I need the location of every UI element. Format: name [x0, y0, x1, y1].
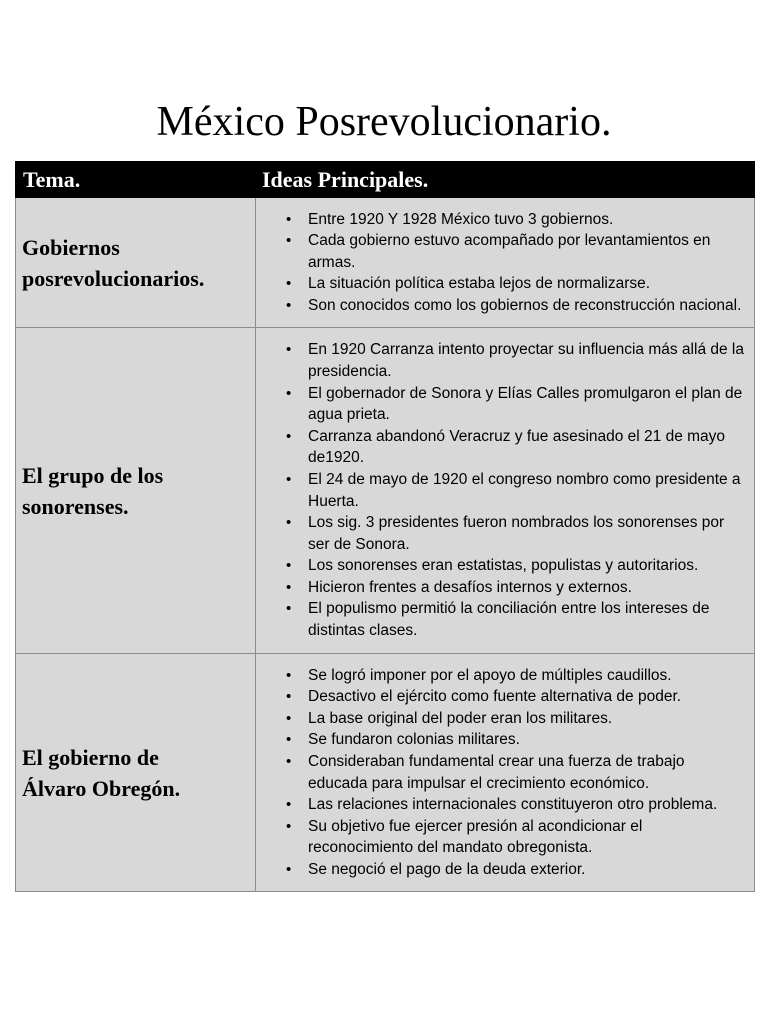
list-item: • Se logró imponer por el apoyo de múltiples caudillos.	[308, 665, 748, 687]
topic-label	[16, 460, 255, 522]
table-header-row	[16, 162, 755, 198]
ideas-list	[256, 337, 754, 643]
list-item: • En 1920 Carranza intento proyectar su influencia más allá de la presidencia.	[308, 339, 748, 382]
list-item: • Se fundaron colonias militares.	[308, 729, 748, 751]
header-ideas: Ideas Principales.	[256, 162, 755, 198]
list-item: • El populismo permitió la conciliación entre los intereses de distintas clases.	[308, 598, 748, 641]
topic-label	[16, 232, 255, 294]
list-item: • Entre 1920 Y 1928 México tuvo 3 gobiernos.	[308, 209, 748, 231]
ideas-list	[256, 207, 754, 319]
topic-cell	[16, 654, 256, 892]
ideas-list	[256, 663, 754, 883]
summary-table	[15, 161, 755, 892]
ideas-cell	[256, 198, 755, 328]
topic-cell	[16, 328, 256, 654]
topic-line: Álvaro Obregón.	[22, 775, 181, 801]
list-item: • Los sonorenses eran estatistas, populistas y autoritarios.	[308, 555, 748, 577]
list-item: • Las relaciones internacionales constituyeron otro problema.	[308, 794, 748, 816]
topic-line: posrevolucionarios.	[22, 265, 205, 291]
topic-line: El gobierno de	[22, 744, 159, 770]
list-item: • La base original del poder eran los militares.	[308, 708, 748, 730]
ideas-cell	[256, 654, 755, 892]
table-row	[16, 198, 755, 328]
topic-line: El grupo de los	[22, 462, 164, 488]
list-item: • Son conocidos como los gobiernos de reconstrucción nacional.	[308, 295, 748, 317]
list-item: • Carranza abandonó Veracruz y fue asesinado el 21 de mayo de1920.	[308, 426, 748, 469]
list-item: • Se negoció el pago de la deuda exterior.	[308, 859, 748, 881]
header-tema: Tema.	[16, 162, 256, 198]
topic-cell	[16, 198, 256, 328]
list-item: • Desactivo el ejército como fuente alternativa de poder.	[308, 686, 748, 708]
list-item: • El 24 de mayo de 1920 el congreso nombro como presidente a Huerta.	[308, 469, 748, 512]
table-row	[16, 654, 755, 892]
list-item: • Su objetivo fue ejercer presión al acondicionar el reconocimiento del mandato obregonista.	[308, 816, 748, 859]
page-title: México Posrevolucionario.	[156, 99, 612, 145]
list-item: • Consideraban fundamental crear una fuerza de trabajo educada para impulsar el crecimiento económico.	[308, 751, 748, 794]
list-item: • Los sig. 3 presidentes fueron nombrados los sonorenses por ser de Sonora.	[308, 512, 748, 555]
topic-line: sonorenses.	[22, 493, 129, 519]
list-item: • Cada gobierno estuvo acompañado por levantamientos en armas.	[308, 230, 748, 273]
topic-label	[16, 742, 255, 804]
ideas-cell	[256, 328, 755, 654]
list-item: • El gobernador de Sonora y Elías Calles promulgaron el plan de agua prieta.	[308, 383, 748, 426]
table-row	[16, 328, 755, 654]
topic-line: Gobiernos	[22, 234, 120, 260]
list-item: • Hicieron frentes a desafíos internos y externos.	[308, 577, 748, 599]
list-item: • La situación política estaba lejos de normalizarse.	[308, 273, 748, 295]
